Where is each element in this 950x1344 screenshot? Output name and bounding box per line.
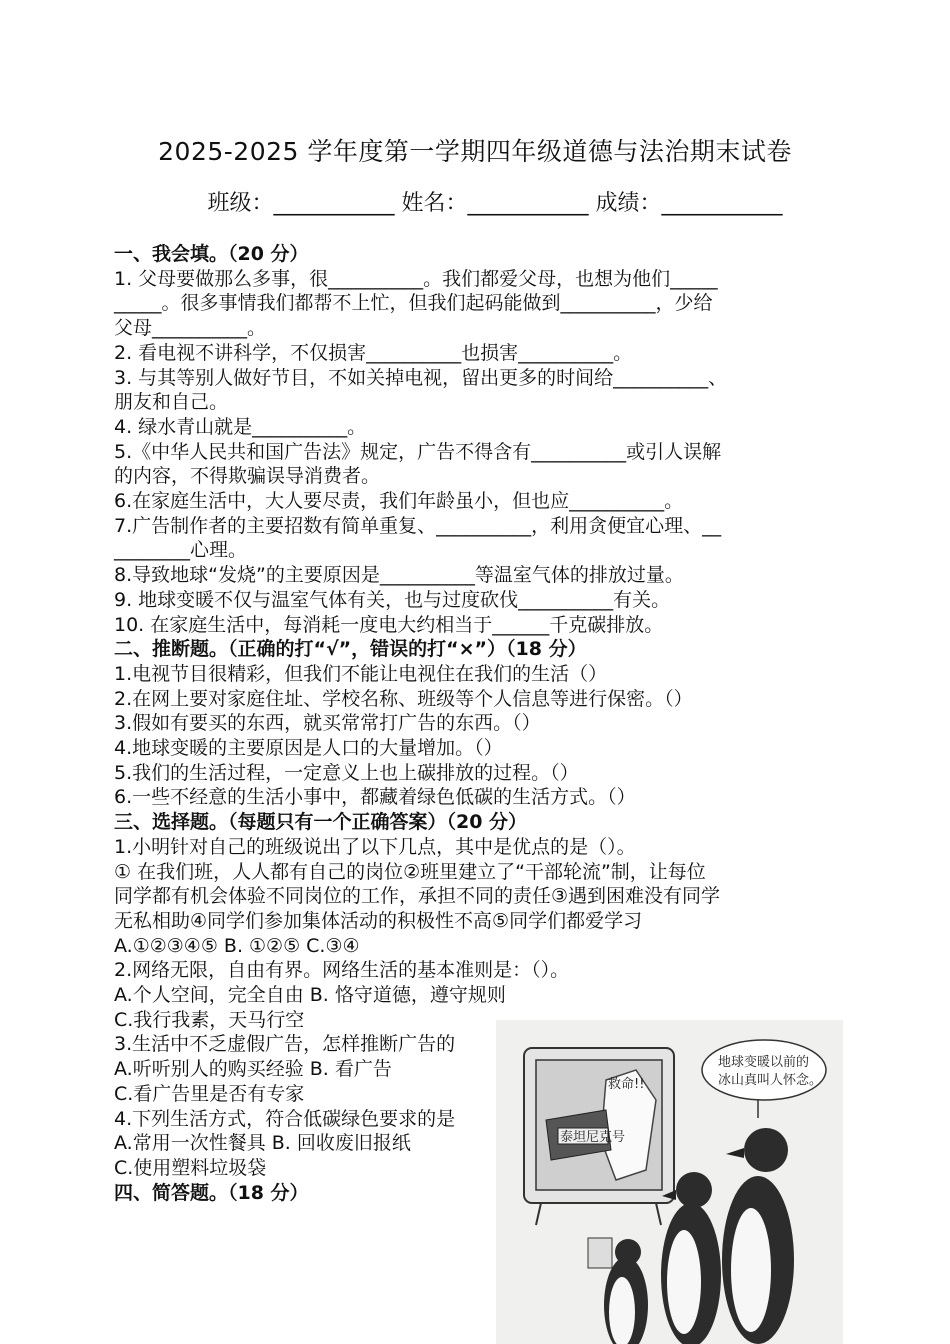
speech-line-1: 地球变暖以前的 bbox=[718, 1055, 810, 1070]
question-line: ________心理。 bbox=[114, 539, 248, 562]
question-line: _____。很多事情我们都帮不上忙，但我们起码能做到__________，少给 bbox=[114, 292, 713, 315]
question-line: 1.小明针对自己的班级说出了以下几点，其中是优点的是（）。 bbox=[114, 835, 636, 858]
class-blank[interactable]: ___________ bbox=[273, 191, 395, 216]
speech-line-2: 冰山真叫人怀念。 bbox=[718, 1073, 823, 1088]
question-line: 1. 父母要做那么多事，很__________。我们都爱父母，也想为他们_____ bbox=[114, 267, 718, 290]
question-line: 6.一些不经意的生活小事中，都藏着绿色低碳的生活方式。（） bbox=[114, 786, 636, 809]
question-line: C.使用塑料垃圾袋 bbox=[114, 1156, 267, 1179]
score-label: 成绩： bbox=[595, 191, 662, 216]
question-line: 8.导致地球“发烧”的主要原因是__________等温室气体的排放过量。 bbox=[114, 564, 684, 587]
penguin-cartoon-image bbox=[496, 1020, 843, 1344]
question-line: 同学都有机会体验不同岗位的工作，承担不同的责任③遇到困难没有同学 bbox=[114, 885, 721, 908]
question-line: 3.生活中不乏虚假广告，怎样推断广告的 bbox=[114, 1033, 456, 1056]
question-line: C.看广告里是否有专家 bbox=[114, 1082, 305, 1105]
question-line: ① 在我们班，人人都有自己的岗位②班里建立了“干部轮流”制，让每位 bbox=[114, 860, 706, 883]
section-heading: 四、简答题。（18 分） bbox=[114, 1181, 309, 1204]
question-line: 3. 与其等别人做好节目，不如关掉电视，留出更多的时间给__________、 bbox=[114, 366, 728, 389]
question-line: A.个人空间，完全自由 B. 恪守道德，遵守规则 bbox=[114, 984, 506, 1006]
question-line: 9. 地球变暖不仅与温室气体有关，也与过度砍伐__________有关。 bbox=[114, 588, 671, 611]
question-line: 4. 绿水青山就是__________。 bbox=[114, 415, 367, 438]
student-info-row bbox=[0, 186, 950, 217]
question-line: 朋友和自己。 bbox=[114, 391, 229, 414]
section-heading: 三、选择题。（每题只有一个正确答案）（20 分） bbox=[114, 811, 528, 834]
question-line: 2.网络无限，自由有界。网络生活的基本准则是：（）。 bbox=[114, 959, 570, 982]
question-line: 6.在家庭生活中，大人要尽责，我们年龄虽小，但也应__________。 bbox=[114, 490, 684, 512]
class-label: 班级： bbox=[207, 191, 274, 216]
question-line: 父母__________。 bbox=[114, 317, 267, 340]
question-line: 2. 看电视不讲科学，不仅损害__________也损害__________。 bbox=[114, 341, 633, 364]
question-line: 1.电视节目很精彩，但我们不能让电视住在我们的生活（） bbox=[114, 662, 608, 685]
question-line: A.听听别人的购买经验 B. 看广告 bbox=[114, 1058, 392, 1081]
score-blank[interactable]: ___________ bbox=[661, 191, 783, 216]
question-line: 10. 在家庭生活中，每消耗一度电大约相当于______千克碳排放。 bbox=[114, 613, 664, 636]
exam-title: 2025-2025 学年度第一学期四年级道德与法治期末试卷 bbox=[158, 137, 792, 166]
question-line: 7.广告制作者的主要招数有简单重复、__________，利用贪便宜心理、__ bbox=[114, 514, 722, 537]
section-heading: 一、我会填。（20 分） bbox=[114, 243, 309, 265]
question-line: A.常用一次性餐具 B. 回收废旧报纸 bbox=[114, 1132, 411, 1155]
question-line: 5.《中华人民共和国广告法》规定，广告不得含有__________或引人误解 bbox=[114, 440, 722, 463]
question-line: 4.下列生活方式，符合低碳绿色要求的是 bbox=[114, 1107, 456, 1130]
tv-shout: 救命!! bbox=[608, 1077, 645, 1092]
question-line: 3.假如有要买的东西，就买常常打广告的东西。（） bbox=[114, 712, 541, 735]
question-line: 2.在网上要对家庭住址、学校名称、班级等个人信息等进行保密。（） bbox=[114, 687, 693, 710]
name-blank[interactable]: ___________ bbox=[467, 191, 589, 216]
name-label: 姓名： bbox=[401, 191, 468, 216]
question-line: 5.我们的生活过程，一定意义上也上碳排放的过程。（） bbox=[114, 761, 579, 784]
question-line: A.①②③④⑤ B. ①②⑤ C.③④ bbox=[114, 934, 360, 957]
question-line: 无私相助④同学们参加集体活动的积极性不高⑤同学们都爱学习 bbox=[114, 909, 643, 932]
section-heading: 二、推断题。（正确的打“√”，错误的打“×”）（18 分） bbox=[114, 638, 587, 661]
tv-ship-label: 泰坦尼克号 bbox=[560, 1130, 626, 1145]
question-line: 4.地球变暖的主要原因是人口的大量增加。（） bbox=[114, 737, 503, 759]
question-line: C.我行我素，天马行空 bbox=[114, 1008, 305, 1031]
question-line: 的内容，不得欺骗误导消费者。 bbox=[114, 465, 381, 488]
